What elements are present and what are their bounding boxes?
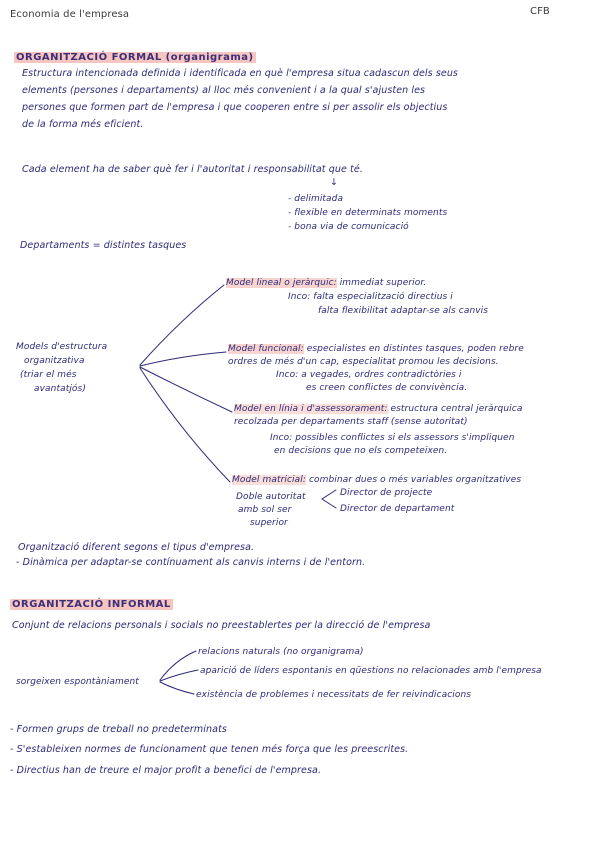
- departments-line: Departaments = distintes tasques: [20, 240, 187, 251]
- informal-title-text: ORGANITZACIÓ INFORMAL: [12, 599, 171, 610]
- models-label-4: avantatjós): [34, 384, 86, 394]
- models-label-3: (triar el més: [20, 370, 77, 380]
- doble-autoritat-3: superior: [250, 518, 288, 528]
- model-funcional-inco-1: Inco: a vegades, ordres contradictòries i: [276, 370, 462, 380]
- down-arrow-icon: ↓: [330, 177, 339, 188]
- informal-branch-3: existència de problemes i necessitats de fer reivindicacions: [196, 690, 472, 700]
- subject-header: Economia de l'empresa: [10, 9, 130, 20]
- model-lineal-inco-1: Inco: falta especialització directius i: [288, 292, 453, 302]
- authority-item-1: - delimitada: [288, 194, 344, 204]
- director-projecte: Director de projecte: [340, 488, 433, 498]
- branch-to-matricial: [140, 368, 230, 482]
- organization-line-2: - Dinàmica per adaptar-se contínuament als canvis interns i de l'entorn.: [16, 557, 366, 568]
- formal-title-text: ORGANITZACIÓ FORMAL (organigrama): [16, 52, 254, 63]
- model-linia-line-2: recolzada per departaments staff (sense autoritat): [234, 417, 468, 427]
- organization-line-1: Organització diferent segons el tipus d'empresa.: [18, 542, 255, 553]
- formal-def-line-2: elements (persones i departaments) al lloc més convenient i a la qual s'ajusten les: [22, 85, 426, 96]
- model-funcional-line-1: especialistes en distintes tasques, poden rebre: [306, 344, 524, 354]
- doble-autoritat-1: Doble autoritat: [236, 492, 306, 502]
- model-matricial-desc: combinar dues o més variables organitzatives: [308, 475, 522, 485]
- authority-item-3: - bona via de comunicació: [288, 222, 409, 232]
- authority-item-2: - flexible en determinats moments: [288, 208, 448, 218]
- model-lineal-name: Model lineal o jeràrquic:: [226, 278, 337, 288]
- model-funcional-inco-2: es creen conflictes de convivència.: [306, 383, 468, 393]
- informal-bullet-2: - S'estableixen normes de funcionament que tenen més força que les preescrites.: [10, 744, 409, 755]
- model-linia-inco-2: en decisions que no els competeixen.: [274, 446, 448, 456]
- model-lineal-desc: immediat superior.: [339, 278, 427, 288]
- informal-branch-1: relacions naturals (no organigrama): [198, 647, 364, 657]
- informal-def: Conjunt de relacions personals i socials no preestablertes per la direcció de l'empresa: [12, 620, 431, 631]
- element-line: Cada element ha de saber què fer i l'autoritat i responsabilitat que té.: [22, 164, 363, 175]
- branch-informal-3: [160, 682, 194, 694]
- brace-directors: [322, 490, 336, 508]
- model-lineal-inco-2: falta flexibilitat adaptar-se als canvis: [318, 306, 489, 316]
- branch-informal-1: [160, 651, 196, 680]
- models-label-2: organitzativa: [24, 356, 85, 366]
- director-departament: Director de departament: [340, 504, 455, 514]
- model-linia-name: Model en línia i d'assessorament:: [234, 404, 388, 414]
- informal-branch-2: aparició de líders espontanis en qüestions no relacionades amb l'empresa: [200, 666, 542, 676]
- branch-informal-2: [160, 670, 198, 681]
- branch-to-funcional: [140, 352, 226, 366]
- models-label-1: Models d'estructura: [16, 342, 108, 352]
- model-linia-inco-1: Inco: possibles conflictes si els assessors s'impliquen: [270, 433, 515, 443]
- informal-bullet-3: - Directius han de treure el major profit a benefici de l'empresa.: [10, 765, 322, 776]
- sorgeixen-label: sorgeixen espontàniament: [16, 677, 139, 687]
- model-matricial-name: Model matricial:: [232, 475, 306, 485]
- formal-def-line-4: de la forma més eficient.: [22, 119, 144, 130]
- doble-autoritat-2: amb sol ser: [238, 505, 292, 515]
- informal-bullet-1: - Formen grups de treball no predeterminats: [10, 724, 227, 735]
- formal-def-line-1: Estructura intencionada definida i identificada en què l'empresa situa cadascun dels seus: [22, 68, 458, 79]
- model-funcional-line-2: ordres de més d'un cap, especialitat promou les decisions.: [228, 357, 499, 367]
- model-funcional-name: Model funcional:: [228, 344, 304, 354]
- formal-def-line-3: persones que formen part de l'empresa i que cooperen entre si per assolir els objectius: [22, 102, 448, 113]
- model-linia-line-1: estructura central jeràrquica: [390, 404, 523, 414]
- author-initials: CFB: [530, 6, 550, 17]
